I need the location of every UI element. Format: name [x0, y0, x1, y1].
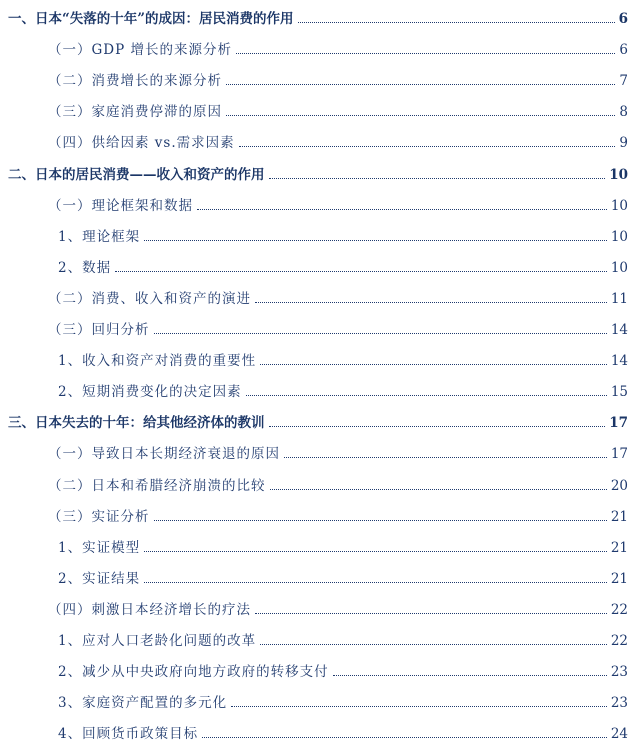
- toc-entry-title: 2、减少从中央政府向地方政府的转移支付: [58, 664, 329, 681]
- toc-entry[interactable]: [0, 346, 640, 370]
- toc-entry[interactable]: [0, 377, 640, 401]
- toc-entry-title: 3、家庭资产配置的多元化: [58, 695, 228, 712]
- toc-entry-page-number: 24: [610, 726, 628, 743]
- dot-leader: [144, 551, 607, 552]
- toc-entry-page-number: 14: [610, 322, 628, 338]
- toc-entry[interactable]: [0, 222, 640, 246]
- toc-entry-title: 4、回顾货币政策目标: [58, 726, 199, 743]
- toc-entry-page-number: 6: [619, 42, 628, 59]
- dot-leader: [231, 706, 607, 707]
- toc-entry[interactable]: [0, 4, 640, 28]
- toc-entry[interactable]: [0, 564, 640, 588]
- toc-entry-page-number: 6: [618, 11, 628, 27]
- dot-leader: [246, 395, 607, 396]
- toc-entry[interactable]: [0, 191, 640, 215]
- toc-entry-page-number: 8: [619, 104, 628, 121]
- toc-entry-title: 二、日本的居民消费——收入和资产的作用: [8, 166, 265, 183]
- toc-entry[interactable]: [0, 657, 640, 681]
- toc-entry-page-number: 15: [610, 384, 628, 401]
- toc-entry[interactable]: [0, 284, 640, 308]
- dot-leader: [144, 240, 607, 241]
- dot-leader: [270, 489, 607, 490]
- toc-entry[interactable]: [0, 439, 640, 463]
- dot-leader: [260, 364, 607, 365]
- toc-entry[interactable]: [0, 502, 640, 526]
- dot-leader: [284, 457, 607, 458]
- toc-entry-page-number: 22: [610, 633, 628, 649]
- toc-entry-page-number: 10: [610, 197, 628, 214]
- toc-entry-title: 2、实证结果: [58, 570, 141, 587]
- toc-entry-title: （二）消费、收入和资产的演进: [48, 290, 251, 307]
- toc-entry-page-number: 9: [619, 135, 628, 152]
- toc-entry-page-number: 14: [610, 353, 628, 370]
- dot-leader: [260, 644, 607, 645]
- toc-entry-title: （二）日本和希腊经济崩溃的比较: [48, 477, 266, 494]
- toc-entry-page-number: 11: [610, 290, 628, 307]
- toc-entry-title: （四）刺激日本经济增长的疗法: [48, 601, 251, 618]
- toc-entry-title: 1、应对人口老龄化问题的改革: [58, 633, 257, 649]
- dot-leader: [239, 146, 616, 147]
- toc-entry-title: （三）实证分析: [48, 508, 150, 525]
- toc-entry-page-number: 21: [610, 508, 628, 525]
- dot-leader: [226, 115, 615, 116]
- toc-entry[interactable]: [0, 626, 640, 650]
- toc-entry[interactable]: [0, 533, 640, 557]
- toc-entry-title: 1、收入和资产对消费的重要性: [58, 353, 257, 370]
- toc-entry-page-number: 7: [619, 73, 628, 90]
- dot-leader: [298, 22, 615, 23]
- dot-leader: [255, 613, 607, 614]
- toc-entry-page-number: 22: [610, 601, 628, 618]
- toc-entry-page-number: 10: [609, 166, 628, 183]
- toc-entry-title: （一）GDP 增长的来源分析: [48, 42, 232, 59]
- toc-entry-title: 2、短期消费变化的决定因素: [58, 384, 242, 401]
- toc-entry[interactable]: [0, 471, 640, 495]
- toc-entry[interactable]: [0, 66, 640, 90]
- toc-entry-title: （一）导致日本长期经济衰退的原因: [48, 446, 280, 463]
- toc-entry-title: 2、数据: [58, 259, 112, 276]
- toc-entry-page-number: 17: [610, 446, 628, 463]
- dot-leader: [333, 675, 607, 676]
- toc-entry[interactable]: [0, 160, 640, 184]
- toc-entry-title: （二）消费增长的来源分析: [48, 73, 222, 90]
- toc-entry-page-number: 23: [610, 695, 628, 712]
- dot-leader: [269, 178, 606, 179]
- toc-entry-title: 1、实证模型: [58, 539, 141, 556]
- toc-entry-title: （三）家庭消费停滞的原因: [48, 104, 222, 121]
- toc-entry[interactable]: [0, 719, 640, 743]
- dot-leader: [226, 84, 615, 85]
- dot-leader: [144, 582, 607, 583]
- toc-entry[interactable]: [0, 595, 640, 619]
- toc-entry-page-number: 21: [610, 570, 628, 587]
- toc-entry[interactable]: [0, 128, 640, 152]
- toc-entry[interactable]: [0, 408, 640, 432]
- toc-entry-title: 三、日本失去的十年：给其他经济体的教训: [8, 415, 265, 432]
- toc-entry[interactable]: [0, 35, 640, 59]
- dot-leader: [236, 53, 615, 54]
- toc-entry[interactable]: [0, 315, 640, 339]
- toc-entry-page-number: 23: [610, 664, 628, 681]
- dot-leader: [197, 209, 607, 210]
- toc-entry-title: 一、日本“失落的十年”的成因：居民消费的作用: [8, 11, 294, 27]
- toc-entry-title: （一）理论框架和数据: [48, 197, 193, 214]
- dot-leader: [115, 271, 607, 272]
- toc-entry[interactable]: [0, 97, 640, 121]
- toc-entry[interactable]: [0, 688, 640, 712]
- toc-entry-page-number: 10: [610, 259, 628, 276]
- dot-leader: [269, 426, 606, 427]
- dot-leader: [255, 302, 607, 303]
- dot-leader: [154, 520, 607, 521]
- toc-entry[interactable]: [0, 253, 640, 277]
- toc-entry-title: （三）回归分析: [48, 322, 150, 338]
- toc-entry-title: （四）供给因素 vs.需求因素: [48, 135, 235, 152]
- dot-leader: [154, 333, 607, 334]
- dot-leader: [202, 737, 607, 738]
- toc-entry-page-number: 17: [609, 415, 628, 432]
- toc-entry-page-number: 20: [610, 477, 628, 494]
- toc-entry-title: 1、理论框架: [58, 228, 141, 245]
- toc-entry-page-number: 10: [610, 228, 628, 245]
- toc-entry-page-number: 21: [610, 539, 628, 556]
